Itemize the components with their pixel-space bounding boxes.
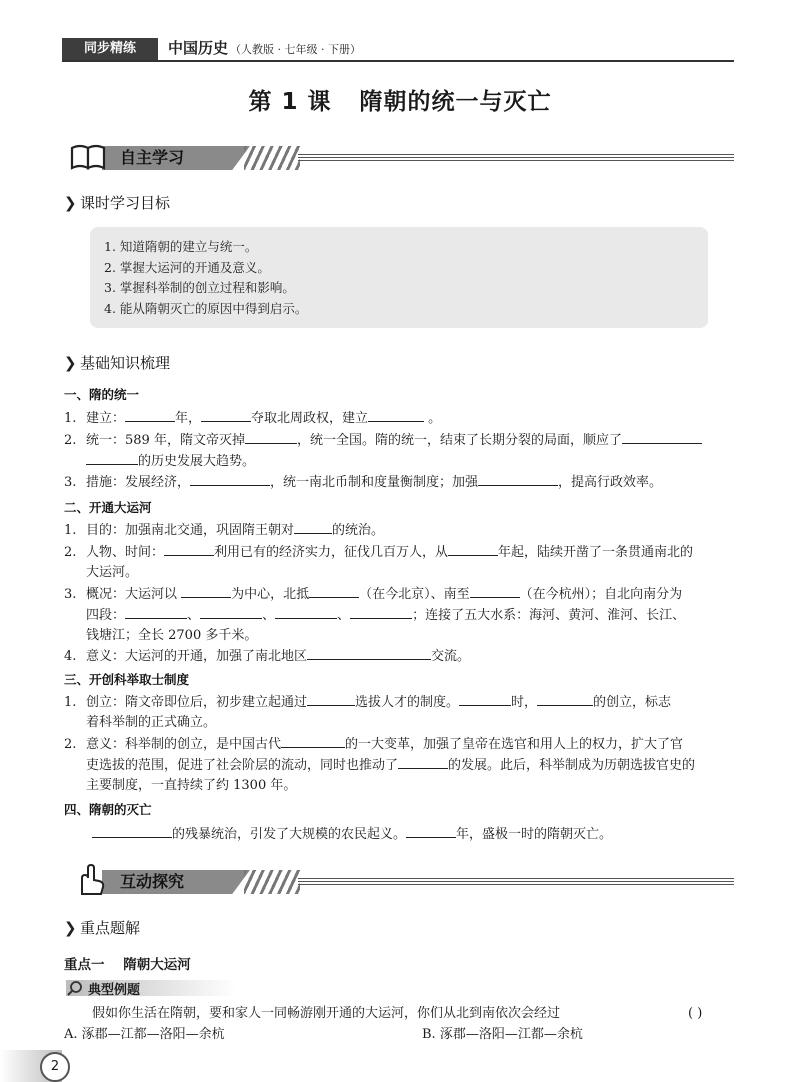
item-number: 4.: [64, 649, 77, 664]
chevron-right-icon: ❯: [64, 194, 77, 212]
example-tag: [66, 978, 236, 998]
answer-blank[interactable]: [622, 430, 702, 444]
item-text: 大运河。: [86, 565, 139, 580]
item-text: （在今杭州）；自北向南分为: [519, 587, 683, 602]
item-text: 交流。: [431, 649, 471, 664]
answer-blank[interactable]: [309, 584, 359, 598]
item-text: 四段：: [86, 608, 126, 623]
answer-blank[interactable]: [164, 542, 214, 556]
answer-blank[interactable]: [398, 755, 448, 769]
answer-blank[interactable]: [478, 472, 558, 486]
item-text: 年，盛极一时的隋朝灭亡。: [456, 827, 613, 842]
item-text: ；连接了五大水系：海河、黄河、淮河、长江、: [412, 608, 686, 623]
answer-parentheses[interactable]: ( ): [688, 1006, 703, 1021]
answer-blank[interactable]: [368, 408, 424, 422]
banner-label: 自主学习: [120, 148, 185, 167]
focus-heading-text: 重点题解: [80, 919, 141, 937]
lesson-number: 第 1 课: [248, 89, 332, 115]
answer-blank[interactable]: [245, 430, 297, 444]
part3-title: 三、开创科举取士制度: [64, 672, 190, 687]
answer-blank[interactable]: [470, 584, 520, 598]
item-text: 年起，陆续开凿了一条贯通南北的: [498, 545, 694, 560]
book-edition: （人教版 · 七年级 · 下册）: [230, 43, 361, 56]
banner-rules: [298, 878, 734, 887]
item-text: 意义：科举制的创立，是中国古代: [86, 737, 282, 752]
item-text: 利用已有的经济实力，征伐几百万人，从: [214, 545, 449, 560]
answer-blank[interactable]: [281, 734, 345, 748]
answer-blank[interactable]: [125, 605, 187, 619]
item-text: ，统一南北币制和度量衡制度；加强: [270, 475, 479, 490]
part1-item2: [64, 430, 744, 472]
answer-blank[interactable]: [200, 605, 262, 619]
answer-blank[interactable]: [275, 605, 337, 619]
header-rule: [62, 60, 734, 62]
goals-box: [90, 227, 708, 328]
item-text: 为中心，北抵: [231, 587, 310, 602]
answer-blank[interactable]: [181, 584, 231, 598]
chevron-right-icon: ❯: [64, 919, 77, 937]
item-text: 吏选拔的范围，促进了社会阶层的流动，同时也推动了: [86, 758, 399, 773]
item-text: 着科举制的正式确立。: [86, 715, 217, 730]
item-number: 2.: [64, 545, 77, 560]
answer-blank[interactable]: [190, 472, 270, 486]
part2-title: 二、开通大运河: [64, 500, 152, 515]
book-icon: [66, 140, 112, 174]
item-text: 的一大变革，加强了皇帝在选官和用人上的权力，扩大了官: [345, 737, 684, 752]
item-text: 建立：: [86, 411, 126, 426]
answer-blank[interactable]: [201, 408, 251, 422]
item-text: 、: [262, 608, 276, 623]
item-number: 1.: [64, 523, 77, 538]
answer-blank[interactable]: [92, 824, 172, 838]
book-title: [168, 37, 361, 58]
answer-blank[interactable]: [307, 646, 431, 660]
part2-item3: [64, 584, 744, 646]
answer-blank[interactable]: [307, 692, 355, 706]
part1-item3: [64, 472, 744, 493]
section-banner-self-study: [62, 140, 734, 174]
item-text: 措施：发展经济，: [86, 475, 191, 490]
goals-heading: [64, 192, 170, 213]
item-text: 的残暴统治，引发了大规模的农民起义。: [172, 827, 407, 842]
part3-item1: [64, 692, 744, 733]
item-text: 主要制度，一直持续了约 1300 年。: [86, 778, 297, 793]
page-number: 2: [40, 1052, 70, 1082]
item-text: 选拔人才的制度。: [355, 695, 460, 710]
part3-item2: [64, 734, 744, 796]
item-text: 人物、时间：: [86, 545, 165, 560]
part2-item4: [64, 646, 744, 667]
answer-blank[interactable]: [294, 520, 332, 534]
item-number: 2.: [64, 433, 77, 448]
goal-item: 3. 掌握科举制的创立过程和影响。: [104, 280, 295, 295]
chevron-right-icon: ❯: [64, 354, 77, 372]
item-text: 钱塘江；全长 2700 多千米。: [86, 628, 258, 643]
part4-title: 四、隋朝的灭亡: [64, 802, 152, 817]
item-text: 。: [424, 411, 442, 426]
option-a[interactable]: A. 涿郡—江都—洛阳—余杭: [64, 1027, 225, 1042]
item-text: 概况：大运河以: [86, 587, 182, 602]
item-number: 3.: [64, 475, 77, 490]
item-text: 的创立，标志: [593, 695, 672, 710]
focus-heading: [64, 917, 140, 938]
goal-item: 1. 知道隋朝的建立与统一。: [104, 239, 258, 254]
banner-label: 互动探究: [120, 872, 185, 891]
lesson-title: [0, 83, 800, 116]
goal-item: 4. 能从隋朝灭亡的原因中得到启示。: [104, 300, 308, 316]
book-name: 中国历史: [168, 39, 229, 57]
lesson-name: 隋朝的统一与灭亡: [359, 89, 552, 115]
item-text: 时，: [511, 695, 538, 710]
item-text: 、: [187, 608, 201, 623]
part2-item1: [64, 520, 744, 541]
pointing-hand-icon: [66, 864, 112, 898]
answer-blank[interactable]: [406, 824, 456, 838]
part2-item2: [64, 542, 744, 583]
item-text: 夺取北周政权，建立: [251, 411, 369, 426]
item-text: 的历史发展大趋势。: [138, 454, 256, 469]
goal-item: 2. 掌握大运河的开通及意义。: [104, 259, 270, 275]
answer-blank[interactable]: [537, 692, 593, 706]
banner-slashes: [244, 146, 300, 170]
item-text: 统一：589 年，隋文帝灭掉: [86, 433, 245, 448]
item-text: 的统治。: [332, 523, 385, 538]
item-number: 2.: [64, 737, 77, 752]
item-text: 、: [337, 608, 351, 623]
knowledge-heading: [64, 352, 170, 373]
item-number: 3.: [64, 587, 77, 602]
goals-heading-text: 课时学习目标: [80, 194, 171, 212]
banner-rules: [298, 154, 734, 163]
answer-blank[interactable]: [350, 605, 412, 619]
banner-slashes: [244, 870, 300, 894]
item-text: 意义：大运河的开通，加强了南北地区: [86, 649, 308, 664]
part1-title: 一、隋的统一: [64, 387, 140, 402]
item-number: 1.: [64, 695, 77, 710]
part1-item1: [64, 408, 744, 429]
section-banner-interactive: [62, 864, 734, 898]
answer-blank[interactable]: [448, 542, 498, 556]
item-text: 的发展。此后，科举制成为历朝选拔官史的: [448, 758, 696, 773]
part4-text: [92, 824, 732, 845]
item-text: ，统一全国。隋的统一，结束了长期分裂的局面，顺应了: [296, 433, 622, 448]
item-number: 1.: [64, 411, 77, 426]
answer-blank[interactable]: [125, 408, 175, 422]
series-badge: 同步精练: [62, 38, 158, 60]
question-text: 假如你生活在隋朝，要和家人一同畅游刚开通的大运河，你们从北到南依次会经过: [92, 1006, 561, 1021]
knowledge-heading-text: 基础知识梳理: [80, 354, 171, 372]
item-text: 年，: [175, 411, 202, 426]
answer-blank[interactable]: [459, 692, 511, 706]
item-text: ，提高行政效率。: [558, 475, 663, 490]
example-tag-label: 典型例题: [88, 983, 141, 998]
item-text: 创立：隋文帝即位后，初步建立起通过: [86, 695, 308, 710]
option-b[interactable]: B. 涿郡—洛阳—江都—余杭: [422, 1027, 583, 1042]
item-text: （在今北京）、南至: [359, 587, 470, 602]
answer-blank[interactable]: [86, 451, 138, 465]
point-title: 重点一 隋朝大运河: [64, 957, 191, 973]
item-text: 目的：加强南北交通，巩固隋王朝对: [86, 523, 295, 538]
